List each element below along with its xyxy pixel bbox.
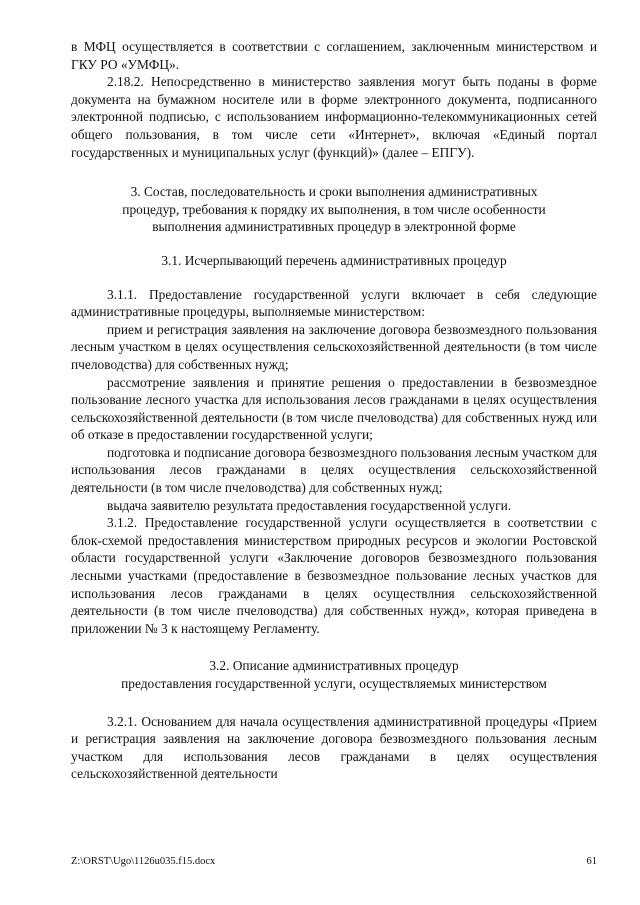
paragraph-3-1-2: 3.1.2. Предоставление государственной услуги осуществляется в соответствии с блок-схемой предоставления министерством природных ресурсов и экологии Ростовской области государственной услуги «Заключение договоров безвозмездного пользования лесными участками (предоставление в безвозмездное пользование лесных участков для использования лесов гражданами в целях осуществлния сельскохозяйственной деятельности (в том числе пчеловодства) для собственных нужд», которая приведена в приложении № 3 к настоящему Регламенту. (71, 515, 597, 636)
page-footer (71, 856, 597, 867)
section-3-2-heading-line1: 3.2. Описание административных процедур (209, 658, 459, 674)
paragraph-3-2-1: 3.2.1. Основанием для начала осуществления административной процедуры «Прием и регистрация заявления на заключение договора безвозмездного пользования лесным участком для использования лесов гражданами в целях осуществления сельскохозяйственной деятельности (71, 713, 597, 782)
section-3-heading: 3. Состав, последовательность и сроки выполнения административных процедур, требования к порядку их выполнения, в том числе особенности выполнения административных процедур в электронной форме (122, 184, 546, 235)
paragraph-continuation: в МФЦ осуществляется в соответствии с соглашением, заключенным министерством и ГКУ РО «УМФЦ». (71, 39, 597, 72)
list-item-reception: прием и регистрация заявления на заключение договора безвозмездного пользования лесным участком в целях осуществления сельскохозяйственной деятельности (в том числе пчеловодства) для собственных нужд; (71, 321, 597, 372)
footer-file-path: Z:\ORST\Ugo\1126u035.f15.docx (71, 856, 216, 867)
section-3-2-heading-line2: предоставления государственной услуги, осуществляемых министерством (121, 676, 547, 691)
paragraph-3-1-1: 3.1.1. Предоставление государственной услуги включает в себя следующие административные процедуры, выполняемые министерством: (71, 286, 597, 320)
list-item-contract: подготовка и подписание договора безвозмездного пользования лесным участком для использования лесов гражданами в целях осуществления сельскохозяйственной деятельности (в том числе пчеловодства) для собственных нужд; (71, 444, 597, 496)
paragraph-2-18-2: 2.18.2. Непосредственно в министерство заявления могут быть поданы в форме документа на бумажном носителе или в форме электронного документа, подписанного электронной подписью, с использованием информационно-телекоммуникационных сетей общего пользования, в том числе сети «Интернет», включая «Единый портал государственных и муниципальных услуг (функций)» (далее – ЕПГУ). (71, 74, 597, 160)
document-page (71, 38, 597, 783)
page-number: 61 (586, 856, 597, 867)
list-item-issuance: выдача заявителю результата предоставления государственной услуги. (107, 497, 512, 513)
section-3-1-heading: 3.1. Исчерпывающий перечень административных процедур (161, 252, 507, 268)
list-item-review: рассмотрение заявления и принятие решения о предоставлении в безвозмездное пользование лесного участка для использования лесов гражданами в целях осуществления сельскохозяйственной деятельности (в том числе пчеловодства) для собственных нужд или об отказе в предоставлении государственной услуги; (71, 374, 597, 443)
